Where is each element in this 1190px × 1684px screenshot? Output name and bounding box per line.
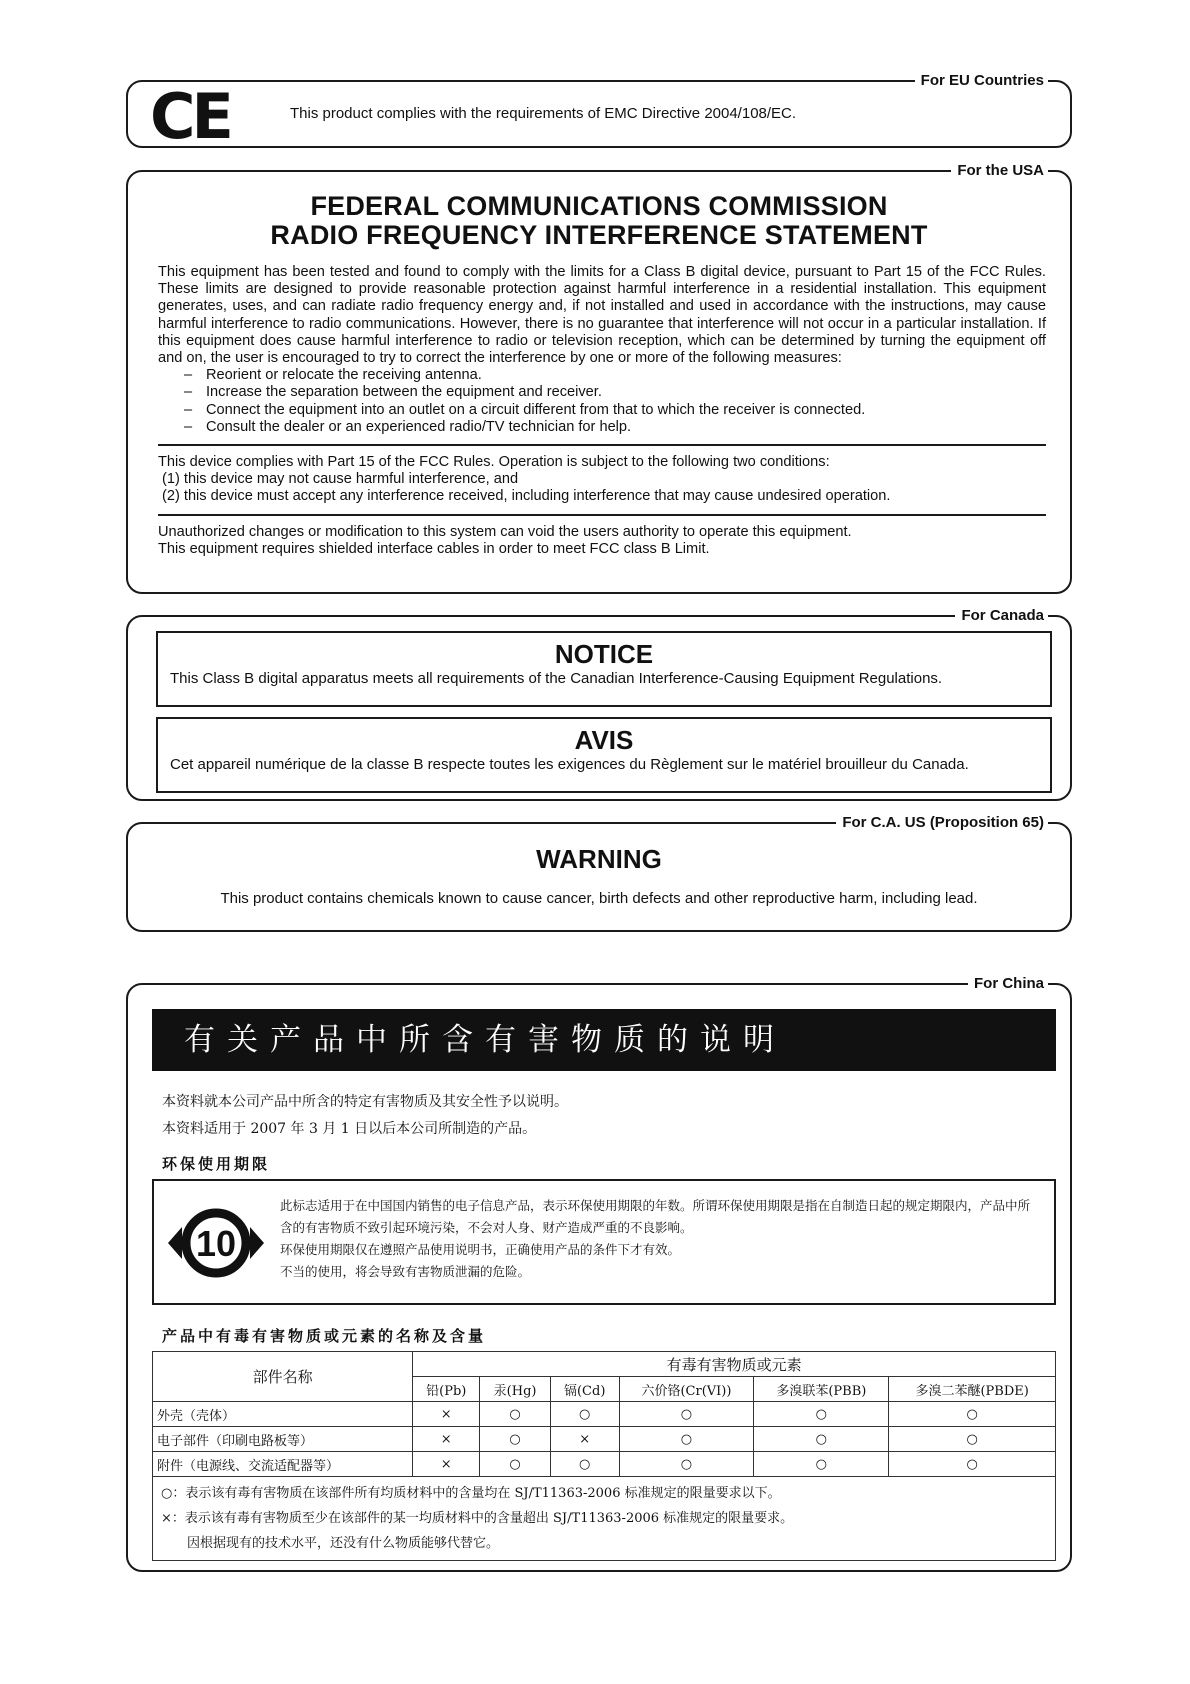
part-name-header: 部件名称 [153, 1352, 413, 1402]
epup-box [152, 1179, 1056, 1305]
value-cell: ○ [754, 1402, 889, 1427]
value-cell: ○ [550, 1402, 619, 1427]
column-header: 镉(Cd) [550, 1377, 619, 1402]
value-cell: × [413, 1402, 480, 1427]
epup-left-arrow [168, 1227, 182, 1259]
value-cell: × [413, 1452, 480, 1477]
list-item: – Connect the equipment into an outlet on a circuit different from that to which the receiver is connected. [184, 402, 1046, 419]
notice-title: NOTICE [554, 639, 654, 669]
list-item: – Reorient or relocate the receiving antenna. [184, 367, 1046, 384]
column-header: 铅(Pb) [413, 1377, 480, 1402]
hazardous-substance-table [152, 1351, 1056, 1561]
canada-label: For Canada [955, 607, 1048, 625]
value-cell: ○ [619, 1452, 754, 1477]
usa-label: For the USA [951, 162, 1048, 180]
value-cell: × [550, 1427, 619, 1452]
fcc-paragraph: This equipment has been tested and found to comply with the limits for a Class B digital device, pursuant to Part 15 of the FCC Rules. These limits are designed to provide reasonable protection against harmful interference in a residential installation. This equipment generates, uses, and can radiate radio frequency energy and, if not installed and used in accordance with the instructions, may cause harmful interference to radio communications. However, there is no guarantee that interference will not occur in a particular installation. If this equipment does cause harmful interference to radio or television reception, which can be determined by turning the equipment off and on, the user is encouraged to try to correct the interference by one or more of the following measures: [158, 264, 1046, 367]
avis-title: AVIS [574, 725, 634, 755]
condition-1: (1) this device may not cause harmful interference, and [162, 471, 519, 488]
epup-text-line1: 此标志适用于在中国国内销售的电子信息产品，表示环保使用期限的年数。所谓环保使用期限是指在自制造日起的规定期限内，产品中所含的有害物质不致引起环境污染，不会对人身、财产造成严重的不良影响。 [280, 1198, 1031, 1235]
eu-compliance-box [126, 72, 1072, 153]
value-cell: ○ [619, 1427, 754, 1452]
value-cell: ○ [550, 1452, 619, 1477]
part-cell: 电子部件（印刷电路板等） [153, 1427, 413, 1452]
canada-box [126, 607, 1072, 801]
china-box [126, 975, 1072, 1572]
fcc-body [158, 264, 1046, 558]
part-cell: 附件（电源线、交流适配器等） [153, 1452, 413, 1477]
fcc-title-line2: RADIO FREQUENCY INTERFERENCE STATEMENT [270, 220, 928, 250]
note-reason: 因根据现有的技术水平，还没有什么物质能够代替它。 [187, 1536, 500, 1551]
fcc-title-line1: FEDERAL COMMUNICATIONS COMMISSION [310, 191, 888, 221]
notice-box [156, 631, 1052, 707]
table-row [153, 1427, 1056, 1452]
ce-mark-icon: CE [150, 80, 230, 153]
value-cell: ○ [480, 1427, 551, 1452]
prop65-box [126, 814, 1072, 932]
epup-heading: 环保使用期限 [162, 1155, 271, 1173]
china-intro-line1: 本资料就本公司产品中所含的特定有害物质及其安全性予以说明。 [162, 1094, 568, 1110]
avis-box [156, 717, 1052, 793]
value-cell: ○ [889, 1452, 1056, 1477]
value-cell: ○ [754, 1452, 889, 1477]
warning-title: WARNING [536, 844, 662, 874]
list-item: – Consult the dealer or an experienced radio/TV technician for help. [184, 419, 1046, 436]
divider [158, 444, 1046, 446]
epup-number: 10 [195, 1223, 237, 1264]
column-header: 六价铬(Cr(VI)) [619, 1377, 754, 1402]
table-heading: 产品中有毒有害物质或元素的名称及含量 [162, 1327, 487, 1345]
eu-statement: This product complies with the requirements of EMC Directive 2004/108/EC. [290, 105, 797, 122]
fcc-measures-list [158, 367, 1046, 436]
value-cell: ○ [889, 1427, 1056, 1452]
value-cell: ○ [480, 1452, 551, 1477]
column-header: 汞(Hg) [480, 1377, 551, 1402]
table-notes [153, 1477, 1056, 1561]
value-cell: × [413, 1427, 480, 1452]
value-cell: ○ [754, 1427, 889, 1452]
note-circle: ○：表示该有毒有害物质在该部件所有均质材料中的含量均在 SJ/T11363-2006 标准规定的限量要求以下。 [161, 1486, 781, 1501]
china-label: For China [968, 975, 1048, 993]
shielded-cable-statement: This equipment requires shielded interface cables in order to meet FCC class B Limit. [158, 540, 710, 557]
china-intro [162, 1089, 568, 1143]
epup-10-icon [160, 1191, 272, 1291]
usa-fcc-box [126, 162, 1072, 594]
unauthorized-statement: Unauthorized changes or modification to this system can void the users authority to operate this equipment. [158, 523, 852, 540]
value-cell: ○ [480, 1402, 551, 1427]
avis-text: Cet appareil numérique de la classe B respecte toutes les exigences du Règlement sur le matériel brouilleur du Canada. [170, 756, 969, 773]
substance-group-header: 有毒有害物质或元素 [413, 1352, 1056, 1377]
epup-text [280, 1195, 1038, 1283]
column-header: 多溴联苯(PBB) [754, 1377, 889, 1402]
china-intro-line2: 本资料适用于 2007 年 3 月 1 日以后本公司所制造的产品。 [162, 1121, 537, 1137]
china-banner-title: 有关产品中所含有害物质的说明 [152, 1009, 1056, 1071]
part15-intro: This device complies with Part 15 of the FCC Rules. Operation is subject to the following two conditions: [158, 454, 830, 471]
table-row [153, 1402, 1056, 1427]
notice-text: This Class B digital apparatus meets all requirements of the Canadian Interference-Causing Equipment Regulations. [170, 670, 943, 687]
column-header: 多溴二苯醚(PBDE) [889, 1377, 1056, 1402]
eu-label: For EU Countries [915, 72, 1048, 90]
epup-right-arrow [250, 1227, 264, 1259]
warning-text: This product contains chemicals known to cause cancer, birth defects and other reproductive harm, including lead. [220, 890, 978, 907]
note-cross: ×：表示该有毒有害物质至少在该部件的某一均质材料中的含量超出 SJ/T11363-2006 标准规定的限量要求。 [161, 1511, 794, 1526]
divider [158, 514, 1046, 516]
fcc-title [128, 192, 1070, 250]
list-item: – Increase the separation between the equipment and receiver. [184, 384, 1046, 401]
prop65-label: For C.A. US (Proposition 65) [836, 814, 1048, 832]
value-cell: ○ [889, 1402, 1056, 1427]
table-row [153, 1452, 1056, 1477]
table-notes-row [153, 1477, 1056, 1561]
value-cell: ○ [619, 1402, 754, 1427]
table-header-row [153, 1352, 1056, 1377]
epup-text-line2: 环保使用期限仅在遵照产品使用说明书，正确使用产品的条件下才有效。 [280, 1242, 681, 1257]
part-cell: 外壳（壳体） [153, 1402, 413, 1427]
epup-text-line3: 不当的使用，将会导致有害物质泄漏的危险。 [280, 1264, 531, 1279]
condition-2: (2) this device must accept any interference received, including interference that may cause undesired operation. [162, 488, 891, 505]
